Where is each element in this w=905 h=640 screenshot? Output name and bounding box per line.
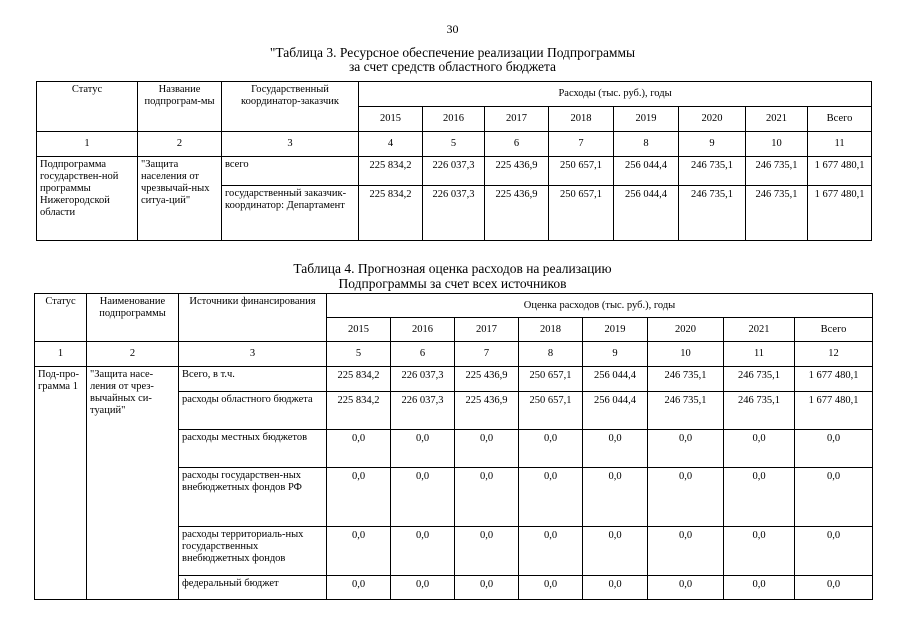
t4-value-cell: 0,0 [648, 468, 724, 527]
t4-value-cell: 225 834,2 [327, 392, 391, 430]
t3-year-0: 2015 [359, 107, 423, 132]
t4-value-cell: 250 657,1 [519, 367, 583, 392]
t4-value-cell: 0,0 [795, 430, 873, 468]
t3-value-cell: 256 044,4 [614, 186, 679, 241]
t3-header-coordinator: Государственный координатор-заказчик [222, 82, 359, 132]
t4-col-number-1: 2 [87, 342, 179, 367]
t4-value-cell: 0,0 [724, 468, 795, 527]
t4-value-cell: 246 735,1 [648, 392, 724, 430]
t4-status-cell: Под-про-грамма 1 [35, 367, 87, 600]
t4-value-cell: 0,0 [455, 527, 519, 576]
t3-col-number-9: 10 [746, 132, 808, 157]
t4-value-cell: 0,0 [648, 430, 724, 468]
t3-row-label: всего [222, 157, 359, 186]
t4-value-cell: 0,0 [583, 576, 648, 600]
t4-year-5: 2020 [648, 318, 724, 342]
t3-year-5: 2020 [679, 107, 746, 132]
t3-year-3: 2018 [549, 107, 614, 132]
t4-row-label: Всего, в т.ч. [179, 367, 327, 392]
t4-value-cell: 0,0 [455, 576, 519, 600]
t3-header-name: Название подпрограм-мы [138, 82, 222, 132]
t4-value-cell: 0,0 [455, 468, 519, 527]
t4-col-number-5: 7 [455, 342, 519, 367]
t4-row-label: расходы областного бюджета [179, 392, 327, 430]
t4-value-cell: 0,0 [648, 527, 724, 576]
t4-year-7: Всего [795, 318, 873, 342]
t4-header-status: Статус [35, 294, 87, 342]
t4-value-cell: 0,0 [724, 527, 795, 576]
t4-value-cell: 0,0 [391, 576, 455, 600]
t3-value-cell: 250 657,1 [549, 157, 614, 186]
t4-col-number-4: 6 [391, 342, 455, 367]
t4-value-cell: 0,0 [724, 576, 795, 600]
t3-year-4: 2019 [614, 107, 679, 132]
t3-col-number-4: 5 [423, 132, 485, 157]
t4-col-number-0: 1 [35, 342, 87, 367]
t3-header-status: Статус [37, 82, 138, 132]
t4-value-cell: 0,0 [327, 468, 391, 527]
t4-header-name: Наименование подпрограммы [87, 294, 179, 342]
t3-year-6: 2021 [746, 107, 808, 132]
table3-caption-line1: "Таблица 3. Ресурсное обеспечение реализации Подпрограммы [269, 45, 636, 60]
t4-year-6: 2021 [724, 318, 795, 342]
t3-col-number-10: 11 [808, 132, 872, 157]
t3-value-cell: 1 677 480,1 [808, 157, 872, 186]
t4-value-cell: 0,0 [795, 468, 873, 527]
table3 [36, 81, 872, 241]
t3-value-cell: 225 436,9 [485, 157, 549, 186]
t4-row-label: расходы территориаль-ных государственных внебюджетных фондов [179, 527, 327, 576]
t3-name-cell: "Защита населения от чрезвычай-ных ситуа-ций" [138, 157, 222, 241]
t3-col-number-2: 3 [222, 132, 359, 157]
table4-caption-line2: Подпрограммы за счет всех источников [338, 276, 567, 291]
t3-col-number-8: 9 [679, 132, 746, 157]
t4-value-cell: 0,0 [391, 430, 455, 468]
t3-status-cell: Подпрограмма государствен-ной программы Нижегородской области [37, 157, 138, 241]
t4-col-number-7: 9 [583, 342, 648, 367]
t4-col-number-2: 3 [179, 342, 327, 367]
t4-col-number-8: 10 [648, 342, 724, 367]
t4-year-3: 2018 [519, 318, 583, 342]
t4-value-cell: 0,0 [519, 430, 583, 468]
t4-value-cell: 1 677 480,1 [795, 367, 873, 392]
t4-header-expenses: Оценка расходов (тыс. руб.), годы [327, 294, 873, 318]
t4-value-cell: 225 436,9 [455, 367, 519, 392]
t4-value-cell: 246 735,1 [724, 392, 795, 430]
t4-value-cell: 0,0 [519, 576, 583, 600]
table4 [34, 293, 873, 600]
t3-value-cell: 1 677 480,1 [808, 186, 872, 241]
t4-value-cell: 0,0 [724, 430, 795, 468]
t4-value-cell: 246 735,1 [724, 367, 795, 392]
t4-col-number-9: 11 [724, 342, 795, 367]
t3-year-2: 2017 [485, 107, 549, 132]
t4-value-cell: 0,0 [648, 576, 724, 600]
t4-value-cell: 0,0 [327, 527, 391, 576]
t4-name-cell: "Защита насе-ления от чрез-вычайных си-туаций" [87, 367, 179, 600]
t4-value-cell: 0,0 [391, 527, 455, 576]
t4-value-cell: 0,0 [583, 430, 648, 468]
t4-value-cell: 0,0 [795, 527, 873, 576]
table3-caption-line2: за счет средств областного бюджета [348, 59, 557, 74]
t3-col-number-1: 2 [138, 132, 222, 157]
t4-value-cell: 246 735,1 [648, 367, 724, 392]
t3-col-number-6: 7 [549, 132, 614, 157]
t3-value-cell: 226 037,3 [423, 186, 485, 241]
t4-row-label: федеральный бюджет [179, 576, 327, 600]
page-number: 30 [446, 22, 459, 36]
t3-value-cell: 225 436,9 [485, 186, 549, 241]
t4-value-cell: 0,0 [583, 468, 648, 527]
t3-col-number-7: 8 [614, 132, 679, 157]
t4-row-label: расходы местных бюджетов [179, 430, 327, 468]
t4-value-cell: 256 044,4 [583, 367, 648, 392]
t4-col-number-3: 5 [327, 342, 391, 367]
t3-col-number-0: 1 [37, 132, 138, 157]
t3-row-label: государственный заказчик-координатор: Департамент [222, 186, 359, 241]
t4-value-cell: 225 834,2 [327, 367, 391, 392]
t4-col-number-10: 12 [795, 342, 873, 367]
t4-year-1: 2016 [391, 318, 455, 342]
t4-value-cell: 0,0 [455, 430, 519, 468]
t3-value-cell: 246 735,1 [746, 157, 808, 186]
t4-value-cell: 1 677 480,1 [795, 392, 873, 430]
t3-value-cell: 225 834,2 [359, 186, 423, 241]
t3-year-7: Всего [808, 107, 872, 132]
t3-value-cell: 225 834,2 [359, 157, 423, 186]
t4-value-cell: 0,0 [795, 576, 873, 600]
t4-value-cell: 250 657,1 [519, 392, 583, 430]
t3-value-cell: 246 735,1 [679, 157, 746, 186]
t3-col-number-3: 4 [359, 132, 423, 157]
t4-value-cell: 256 044,4 [583, 392, 648, 430]
t4-year-2: 2017 [455, 318, 519, 342]
t3-value-cell: 250 657,1 [549, 186, 614, 241]
t4-year-4: 2019 [583, 318, 648, 342]
t4-row-label: расходы государствен-ных внебюджетных фондов РФ [179, 468, 327, 527]
t4-value-cell: 0,0 [519, 468, 583, 527]
t4-value-cell: 226 037,3 [391, 392, 455, 430]
t4-value-cell: 0,0 [583, 527, 648, 576]
t4-value-cell: 0,0 [391, 468, 455, 527]
t4-value-cell: 0,0 [327, 430, 391, 468]
t4-value-cell: 226 037,3 [391, 367, 455, 392]
t3-header-expenses: Расходы (тыс. руб.), годы [359, 82, 872, 107]
t3-value-cell: 246 735,1 [746, 186, 808, 241]
table4-caption-line1: Таблица 4. Прогнозная оценка расходов на реализацию [293, 261, 612, 276]
t4-value-cell: 0,0 [327, 576, 391, 600]
t3-value-cell: 246 735,1 [679, 186, 746, 241]
t3-value-cell: 226 037,3 [423, 157, 485, 186]
t4-value-cell: 225 436,9 [455, 392, 519, 430]
t4-col-number-6: 8 [519, 342, 583, 367]
t4-value-cell: 0,0 [519, 527, 583, 576]
t4-header-sources: Источники финансирования [179, 294, 327, 342]
t3-value-cell: 256 044,4 [614, 157, 679, 186]
t4-year-0: 2015 [327, 318, 391, 342]
t3-col-number-5: 6 [485, 132, 549, 157]
t3-year-1: 2016 [423, 107, 485, 132]
